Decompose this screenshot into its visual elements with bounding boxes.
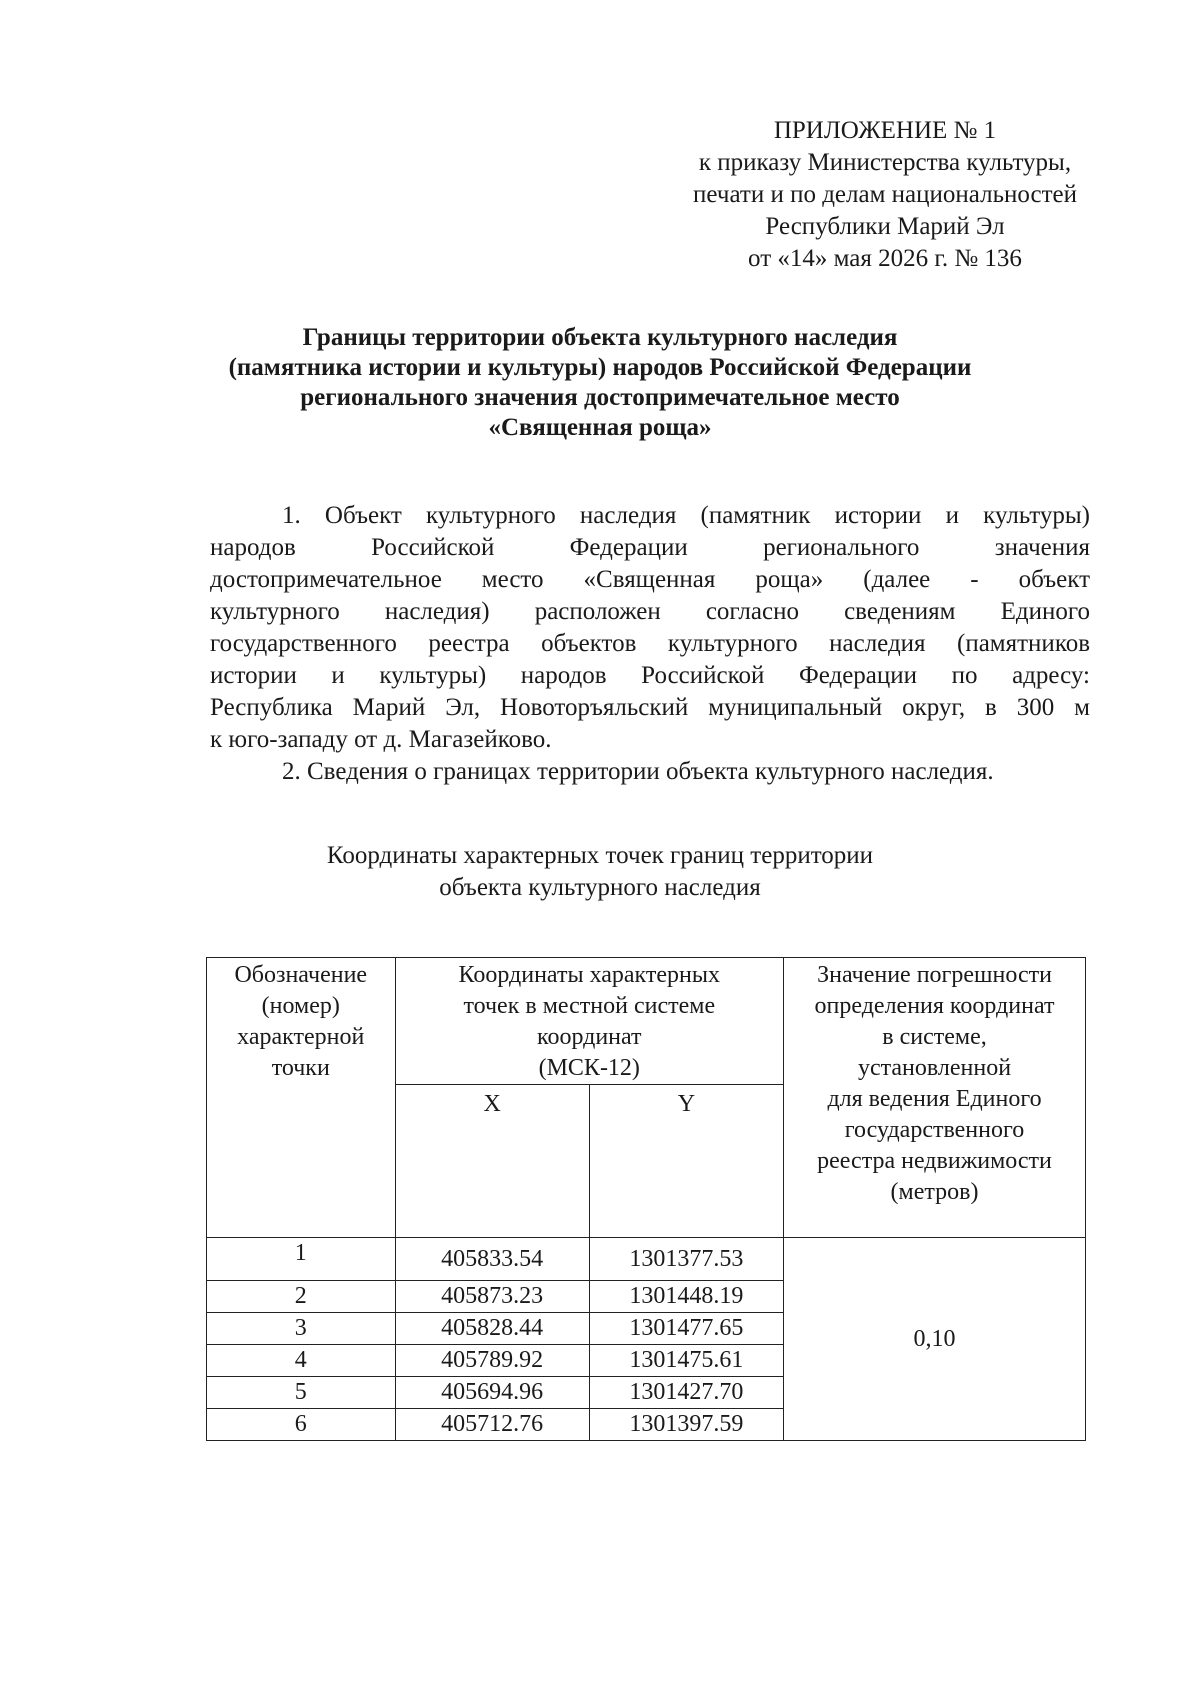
paragraph-1-line: культурного наследия) расположен согласно сведениям Единого bbox=[210, 598, 1090, 625]
accuracy-value: 0,10 bbox=[784, 1238, 1086, 1441]
header-text: координат bbox=[537, 1024, 642, 1050]
header-text: установленной bbox=[857, 1055, 1012, 1081]
header-text: (метров) bbox=[890, 1179, 979, 1205]
point-number: 2 bbox=[207, 1281, 396, 1313]
coordinate-x: 405694.96 bbox=[395, 1377, 589, 1409]
appendix-reference-line: печати и по делам национальностей bbox=[693, 181, 1077, 208]
appendix-reference-line: к приказу Министерства культуры, bbox=[698, 149, 1072, 176]
header-text: реестра недвижимости bbox=[817, 1148, 1052, 1174]
header-text: в системе, bbox=[882, 1024, 987, 1050]
paragraph-1-line: 1. Объект культурного наследия (памятник истории и культуры) bbox=[282, 502, 1090, 529]
coordinate-y: 1301397.59 bbox=[589, 1409, 783, 1441]
header-text: определения координат bbox=[814, 993, 1055, 1019]
header-text: государственного bbox=[844, 1117, 1025, 1143]
body-paragraphs bbox=[210, 500, 1090, 788]
paragraph-1-line: достопримечательное место «Священная роща» (далее - объект bbox=[210, 566, 1090, 593]
header-point-designation bbox=[207, 958, 396, 1238]
coordinate-y: 1301475.61 bbox=[589, 1345, 783, 1377]
header-text: характерной bbox=[237, 1024, 365, 1050]
header-text: Значение погрешности bbox=[817, 962, 1052, 988]
coordinate-x: 405789.92 bbox=[395, 1345, 589, 1377]
paragraph-1-line: истории и культуры) народов Российской Федерации по адресу: bbox=[210, 662, 1090, 689]
appendix-header bbox=[600, 115, 1170, 275]
appendix-order-date: от «14» мая 2026 г. № 136 bbox=[748, 245, 1022, 272]
title-line: регионального значения достопримечательное место bbox=[300, 384, 900, 411]
header-y: Y bbox=[589, 1085, 783, 1238]
header-text: Обозначение bbox=[234, 962, 368, 988]
table-row bbox=[207, 1238, 1086, 1281]
header-text: точки bbox=[271, 1055, 330, 1081]
coordinate-y: 1301477.65 bbox=[589, 1313, 783, 1345]
header-x: X bbox=[395, 1085, 589, 1238]
point-number: 4 bbox=[207, 1345, 396, 1377]
coordinates-table bbox=[206, 957, 1086, 1441]
title-line: (памятника истории и культуры) народов Российской Федерации bbox=[228, 354, 972, 381]
title-line: «Священная роща» bbox=[488, 414, 712, 441]
coordinate-y: 1301448.19 bbox=[589, 1281, 783, 1313]
caption-line: объекта культурного наследия bbox=[439, 874, 761, 901]
header-text: (МСК-12) bbox=[538, 1055, 640, 1081]
document-title bbox=[180, 323, 1020, 443]
caption-line: Координаты характерных точек границ территории bbox=[326, 842, 874, 869]
paragraph-1-line: народов Российской Федерации регионального значения bbox=[210, 534, 1090, 561]
appendix-reference-line: Республики Марий Эл bbox=[765, 213, 1005, 240]
point-number: 6 bbox=[207, 1409, 396, 1441]
coordinate-x: 405873.23 bbox=[395, 1281, 589, 1313]
header-accuracy bbox=[784, 958, 1086, 1238]
header-coordinates bbox=[395, 958, 784, 1085]
paragraph-1-line: Республика Марий Эл, Новоторъяльский муниципальный округ, в 300 м bbox=[210, 694, 1090, 721]
table-caption bbox=[230, 840, 970, 904]
header-text: (номер) bbox=[261, 993, 340, 1019]
coordinate-x: 405833.54 bbox=[395, 1238, 589, 1281]
header-text: для ведения Единого bbox=[827, 1086, 1042, 1112]
coordinate-x: 405828.44 bbox=[395, 1313, 589, 1345]
header-text: точек в местной системе bbox=[463, 993, 716, 1019]
appendix-number: ПРИЛОЖЕНИЕ № 1 bbox=[773, 117, 997, 144]
point-number: 3 bbox=[207, 1313, 396, 1345]
header-text: Координаты характерных bbox=[458, 962, 721, 988]
coordinate-x: 405712.76 bbox=[395, 1409, 589, 1441]
paragraph-1-line: государственного реестра объектов культурного наследия (памятников bbox=[210, 630, 1090, 657]
paragraph-1-line: к юго-западу от д. Магазейково. bbox=[210, 726, 552, 753]
coordinate-y: 1301377.53 bbox=[589, 1238, 783, 1281]
paragraph-2: 2. Сведения о границах территории объекта культурного наследия. bbox=[282, 758, 994, 785]
table-header-row bbox=[207, 958, 1086, 1085]
title-line: Границы территории объекта культурного наследия bbox=[302, 324, 898, 351]
coordinate-y: 1301427.70 bbox=[589, 1377, 783, 1409]
point-number: 1 bbox=[207, 1238, 396, 1281]
point-number: 5 bbox=[207, 1377, 396, 1409]
